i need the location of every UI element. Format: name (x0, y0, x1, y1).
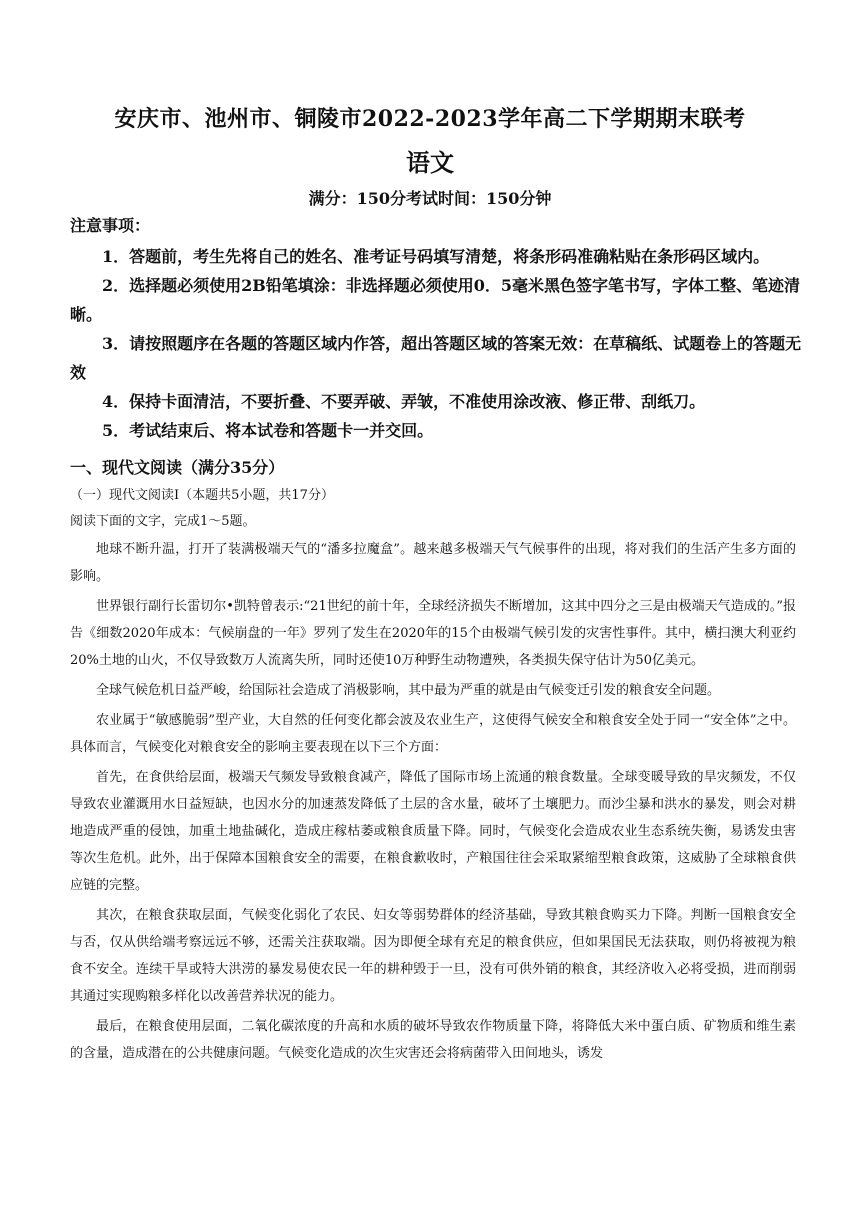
subsection-heading: （一）现代文阅读Ⅰ（本题共5小题，共17分） (70, 488, 334, 503)
exam-score-time: 满分：150分考试时间：150分钟 (308, 189, 552, 208)
notes-heading: 注意事项： (70, 216, 151, 235)
notes-block (70, 214, 802, 445)
passage-paragraph: 地球不断升温，打开了装满极端天气的“潘多拉魔盒”。越来越多极端天气气候事件的出现，将对我们的生活产生多方面的影响。 (70, 542, 796, 584)
passage-paragraph: 首先，在食供给层面，极端天气频发导致粮食减产，降低了国际市场上流通的粮食数量。全球变暖导致的旱灾频发，不仅导致农业灌溉用水日益短缺，也因水分的加速蒸发降低了土层的含水量，破坏了土壤肥力。而沙尘暴和洪水的暴发，则会对耕地造成严重的侵蚀，加重土地盐碱化，造成庄稼枯萎或粮食质量下降。同时，气候变化会造成农业生态系统失衡，易诱发虫害等次生危机。此外，出于保障本国粮食安全的需要，在粮食歉收时，产粮国往往会采取紧缩型粮食政策，这威胁了全球粮食供应链的完整。 (70, 770, 796, 893)
note-item: 1．答题前，考生先将自己的姓名、准考证号码填写清楚，将条形码准确粘贴在条形码区域内。 (102, 247, 770, 266)
section-heading: 一、现代文阅读（满分35分） (70, 458, 285, 477)
passage-paragraph: 世界银行副行长雷切尔•凯特曾表示:“21世纪的前十年，全球经济损失不断增加，这其中四分之三是由极端天气造成的。”报告《细数2020年成本：气候崩盘的一年》罗列了发生在2020年的15个由极端气候引发的灾害性事件。其中，横扫澳大利亚约20%土地的山火，不仅导致数万人流离失所，同时还使10万种野生动物遭殃，各类损失保守估计为50亿美元。 (70, 599, 796, 668)
passage-paragraph: 农业属于“敏感脆弱”型产业，大自然的任何变化都会波及农业生产，这使得气候安全和粮食安全处于同一“安全体”之中。具体而言，气候变化对粮食安全的影响主要表现在以下三个方面： (70, 713, 796, 755)
passage-paragraph: 最后，在粮食使用层面，二氧化碳浓度的升高和水质的破坏导致农作物质量下降，将降低大米中蛋白质、矿物质和维生素的含量，造成潜在的公共健康问题。气候变化造成的次生灾害还会将病菌带入田间地头，诱发 (70, 1019, 796, 1061)
note-item: 3．请按照题序在各题的答题区域内作答，超出答题区域的答案无效：在草稿纸、试题卷上的答题无效 (70, 334, 802, 382)
passage-paragraph: 全球气候危机日益严峻，给国际社会造成了消极影响，其中最为严重的就是由气候变迁引发的粮食安全问题。 (96, 683, 721, 698)
passage-paragraph: 其次，在粮食获取层面，气候变化弱化了农民、妇女等弱势群体的经济基础，导致其粮食购买力下降。判断一国粮食安全与否，仅从供给端考察远远不够，还需关注获取端。因为即便全球有充足的粮食供应，但如果国民无法获取，则仍将被视为粮食不安全。连续干旱或特大洪涝的暴发易使农民一年的耕种毁于一旦，没有可供外销的粮食，其经济收入必将受损，进而削弱其通过实现购粮多样化以改善营养状况的能力。 (70, 908, 796, 1004)
note-item: 2．选择题必须使用2B铅笔填涂：非选择题必须使用0．5毫米黑色签字笔书写，字体工整、笔迹清晰。 (70, 276, 801, 324)
note-item: 4．保持卡面清洁，不要折叠、不要弄破、弄皱，不准使用涂改液、修正带、刮纸刀。 (102, 392, 706, 411)
note-item: 5．考试结束后、将本试卷和答题卡一并交回。 (102, 421, 434, 440)
reading-passage (70, 536, 796, 1070)
reading-instruction: 阅读下面的文字，完成1～5题。 (70, 514, 256, 529)
exam-subject: 语文 (406, 148, 454, 177)
exam-title: 安庆市、池州市、铜陵市2022-2023学年高二下学期期末联考 (114, 106, 746, 132)
